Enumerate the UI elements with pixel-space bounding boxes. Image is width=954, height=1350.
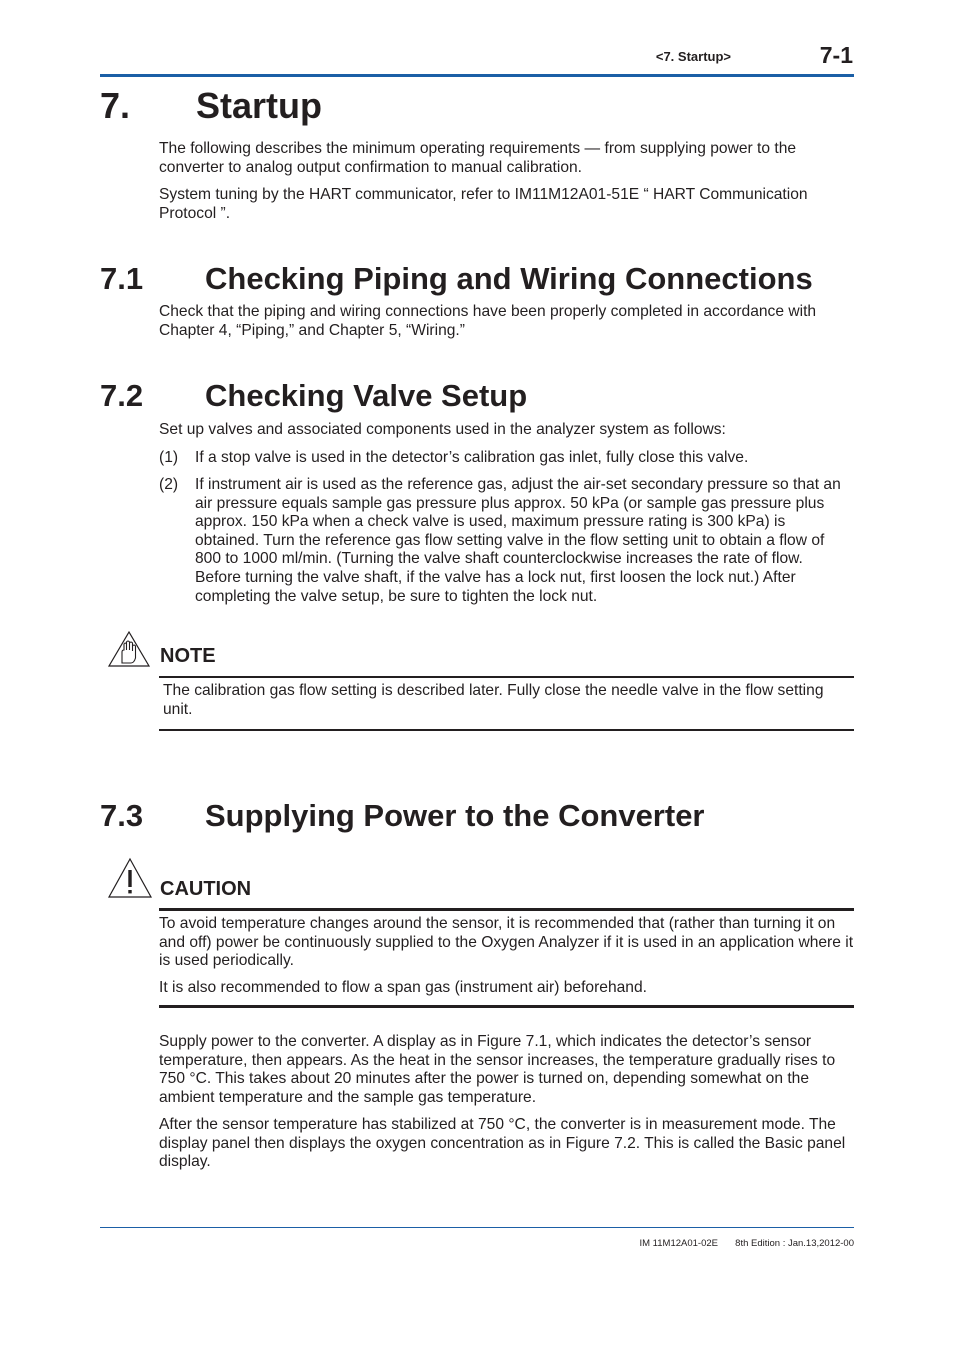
caution-text: It is also recommended to flow a span gas (instrument air) beforehand.: [159, 979, 647, 996]
chapter-heading: [100, 86, 854, 126]
list-item-number: (2): [159, 476, 179, 493]
note-text: The calibration gas flow setting is described later. Fully close the needle valve in the flow setting unit.: [163, 682, 824, 718]
section-heading-7-3: [100, 798, 854, 834]
caution-top-rule: [159, 908, 854, 911]
chapter-intro-paragraph: The following describes the minimum operating requirements — from supplying power to the converter to analog output confirmation to manual calibration.: [159, 140, 797, 176]
note-label: NOTE: [160, 645, 216, 667]
list-item: [159, 476, 854, 608]
section-7-1-body: Check that the piping and wiring connections have been properly completed in accordance with Chapter 4, “Piping,” and Chapter 5, “Wiring.”: [159, 303, 817, 339]
section-7-3-body: After the sensor temperature has stabilized at 750 °C, the converter is in measurement mode. The display panel then displays the oxygen concentration as in Figure 7.2. This is called the Basic panel display.: [159, 1116, 846, 1171]
chapter-intro-paragraph: System tuning by the HART communicator, refer to IM11M12A01-51E “ HART Communication Protocol ”.: [159, 186, 808, 222]
section-number: 7.2: [100, 378, 144, 413]
list-item-text: If instrument air is used as the reference gas, adjust the air-set secondary pressure so that an air pressure equals sample gas pressure plus approx. 50 kPa (or sample gas pressure plus approx. 150 kPa when a check valve is used, maximum pressure rating is 300 kPa) is obtained. Turn the reference gas flow setting valve in the flow setting unit to obtain a flow of 800 to 1000 ml/min. (Turning the valve shaft counterclockwise increases the rate of flow. Before turning the valve shaft, if the valve has a lock nut, first loosen the lock nut.) After completing the valve setup, be sure to tighten the lock nut.: [195, 476, 841, 605]
caution-label: CAUTION: [160, 878, 252, 900]
section-7-3-body: Supply power to the converter. A display as in Figure 7.1, which indicates the detector’s sensor temperature, then appears. As the heat in the sensor increases, the temperature gradually rises to 750 °C. This takes about 20 minutes after the power is turned on, depending somewhat on the ambient temperature and the sample gas temperature.: [159, 1033, 836, 1106]
section-title: Supplying Power to the Converter: [205, 798, 705, 833]
section-7-2-intro: Set up valves and associated components used in the analyzer system as follows:: [159, 421, 726, 438]
section-heading-7-2: [100, 378, 854, 414]
section-heading-7-1: [100, 261, 854, 297]
caution-bottom-rule: [159, 1005, 854, 1008]
chapter-title: Startup: [196, 85, 322, 126]
caution-text: To avoid temperature changes around the sensor, it is recommended that (rather than turning it on and off) power be continuously supplied to the Oxygen Analyzer if it is used in an application where it is used periodically.: [159, 915, 854, 970]
header-rule: [100, 74, 854, 77]
section-number: 7.1: [100, 261, 144, 296]
note-hand-icon: [107, 630, 151, 668]
footer-doc-id: IM 11M12A01-02E: [639, 1238, 718, 1249]
list-item: [159, 449, 854, 469]
footer-rule: [100, 1227, 854, 1228]
caution-warning-icon: [107, 857, 153, 899]
note-top-rule: [159, 676, 854, 678]
section-number: 7.3: [100, 798, 144, 833]
footer-edition: 8th Edition : Jan.13,2012-00: [735, 1238, 854, 1249]
running-header-chapter: <7. Startup>: [655, 49, 731, 64]
list-item-number: (1): [159, 449, 179, 466]
running-header-page-number: 7-1: [819, 42, 853, 68]
chapter-number: 7.: [100, 85, 131, 126]
list-item-text: If a stop valve is used in the detector’s calibration gas inlet, fully close this valve.: [195, 449, 749, 466]
section-title: Checking Valve Setup: [205, 378, 528, 413]
note-bottom-rule: [159, 729, 854, 731]
section-title: Checking Piping and Wiring Connections: [205, 261, 813, 296]
